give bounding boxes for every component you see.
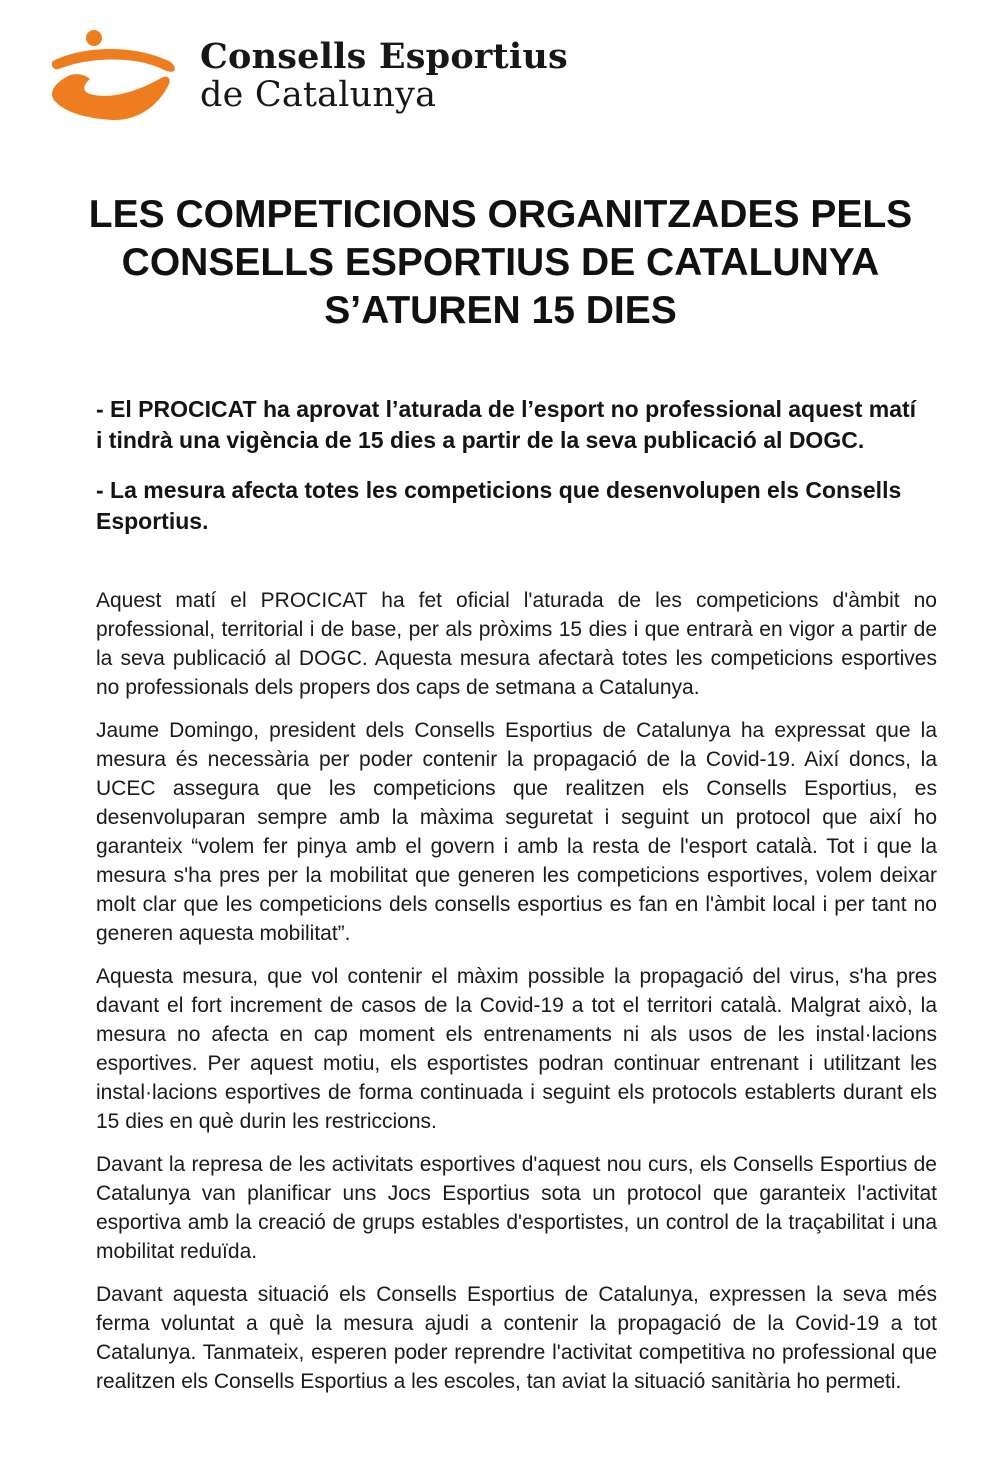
headline-line-3: S’ATUREN 15 DIES: [324, 289, 677, 332]
body-paragraph-4: Davant la represa de les activitats esportives d'aquest nou curs, els Consells Esportius de Catalunya van planificar uns Jocs Esportius sota un protocol que garanteix l'activitat esportiva amb la creació de grups estables d'esportistes, un control de la traçabilitat i una mobilitat reduïda.: [96, 1153, 937, 1263]
lead-bullet-1: - El PROCICAT ha aprovat l’aturada de l’esport no professional aquest matí i tindrà una vigència de 15 dies a partir de la seva publicació al DOGC.: [96, 396, 917, 453]
org-logo: [50, 28, 568, 124]
body-paragraph-5: Davant aquesta situació els Consells Esportius de Catalunya, expressen la seva més ferma voluntat a què la mesura ajudi a contenir la propagació de la Covid-19 a tot Catalunya. Tanmateix, esperen poder reprendre l'activitat competitiva no professional que realitzen els Consells Esportius a les escoles, tan aviat la situació sanitària ho permeti.: [96, 1283, 937, 1393]
abstract-athlete-swoosh-icon: [50, 28, 178, 124]
body-paragraph-2: Jaume Domingo, president dels Consells Esportius de Catalunya ha expressat que la mesura és necessària per poder contenir la propagació de la Covid-19. Així doncs, la UCEC assegura que les competicions que realitzen els Consells Esportius, es desenvoluparan sempre amb la màxima seguretat i seguint un protocol que així ho garanteix “volem fer pinya amb el govern i amb la resta de l'esport català. Tot i que la mesura s'ha pres per la mobilitat que generen les competicions esportives, volem deixar molt clar que les competicions dels consells esportius es fan en l'àmbit local i per tant no generen aquesta mobilitat”.: [96, 719, 937, 945]
lead-bullet-2: - La mesura afecta totes les competicions que desenvolupen els Consells Esportius.: [96, 477, 902, 534]
org-name-line1: Consells Esportius: [200, 36, 568, 77]
org-name-line2: de Catalunya: [200, 75, 437, 115]
body-paragraph-1: Aquest matí el PROCICAT ha fet oficial l'aturada de les competicions d'àmbit no professional, territorial i de base, per als pròxims 15 dies i que entrarà en vigor a partir de la seva publicació al DOGC. Aquesta mesura afectarà totes les competicions esportives no professionals dels propers dos caps de setmana a Catalunya.: [96, 589, 937, 699]
article-body: [96, 586, 937, 1410]
body-paragraph-3: Aquesta mesura, que vol contenir el màxim possible la propagació del virus, s'ha pres davant el fort increment de casos de la Covid-19 a tot el territori català. Malgrat això, la mesura no afecta en cap moment els entrenaments ni als usos de les instal·lacions esportives. Per aquest motiu, els esportistes podran continuar entrenant i utilitzant les instal·lacions esportives de forma continuada i seguint els protocols establerts durant els 15 dies en què durin les restriccions.: [96, 965, 937, 1133]
lead-summary: [96, 394, 918, 556]
headline: [0, 191, 1001, 335]
org-name: [200, 28, 568, 114]
headline-line-2: CONSELLS ESPORTIUS DE CATALUNYA: [121, 241, 880, 284]
headline-line-1: LES COMPETICIONS ORGANITZADES PELS: [88, 193, 913, 236]
